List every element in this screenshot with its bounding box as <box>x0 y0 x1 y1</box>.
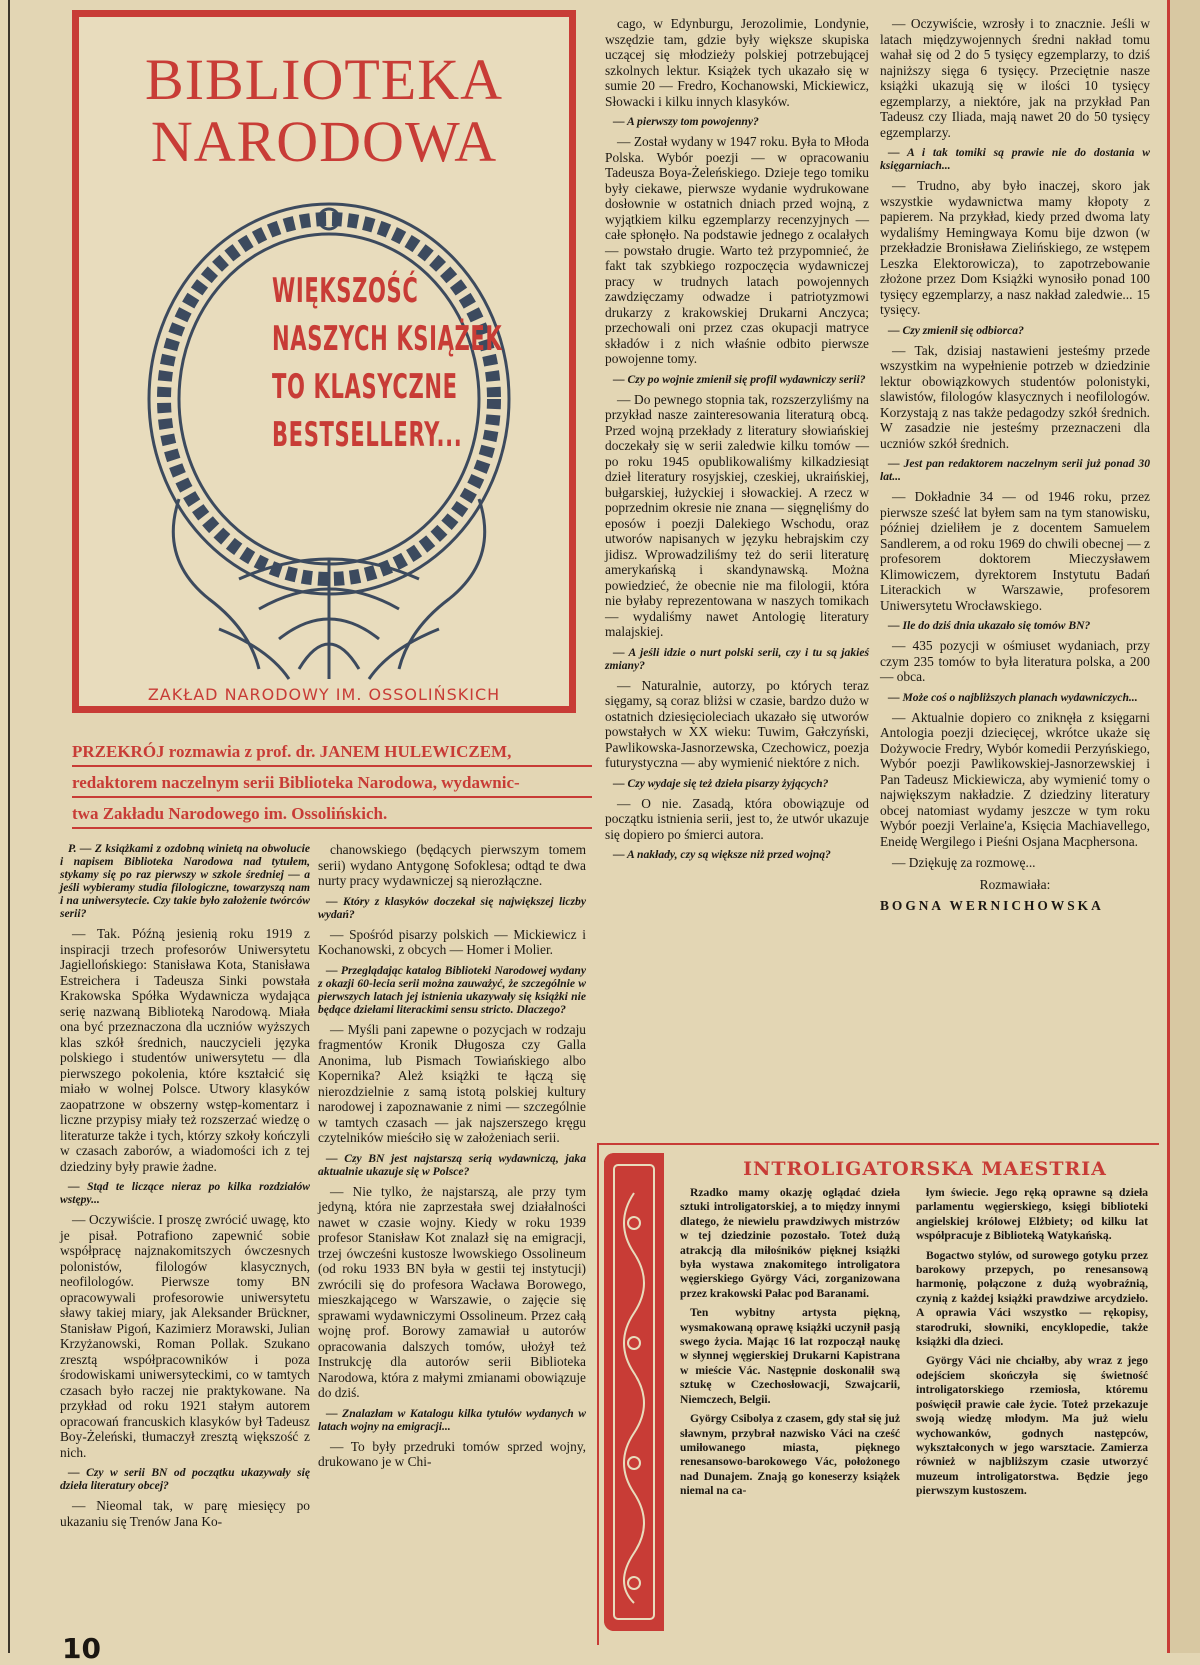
ad-title-line2: NARODOWA <box>150 109 498 174</box>
interview-question: — Czy w serii BN od początku ukazywały się dzieła literatury obcej? <box>60 1466 310 1492</box>
interview-answer: — Oczywiście, wzrosły i to znacznie. Jeśli w latach międzywojennych średni nakład tomu wahał się od 2 do 5 tysięcy egzemplarzy, to dziś najniższy sięga 6 tysięcy. Przeciętnie nasze książki ukazują się w ilości 10 tysięcy egzemplarzy, a niektóre, jak na przykład Pan Tadeusz czy Iliada, mają nawet 20 do 50 tysięcy egzemplarzy. <box>880 16 1150 140</box>
ad-slogan-line: WIĘKSZOŚĆ <box>272 271 419 311</box>
interview-question: — Może coś o najbliższych planach wydawniczych... <box>888 690 1138 704</box>
interview-answer: — Spośród pisarzy polskich — Mickiewicz i Kochanowski, z obcych — Homer i Molier. <box>318 926 586 957</box>
interview-question: — A pierwszy tom powojenny? <box>613 115 759 128</box>
page-margin-right <box>1170 0 1200 1653</box>
interview-answer: — O nie. Zasadą, która obowiązuje od początku istnienia serii, jest to, że utwór ukazuje się dopiero po śmierci autora. <box>605 795 869 842</box>
article-column-1 <box>60 842 310 1535</box>
box-paragraph: György Csibolya z czasem, gdy stał się już sławnym, przybrał nazwisko Váci na cześć umiłowanego miasta, pięknego renesansowo-barokowego Vác, położonego nad Dunajem. Znają go koneserzy książek niemal na ca- <box>680 1412 900 1498</box>
interview-answer: — Nie tylko, że najstarszą, ale przy tym jedyną, która nie zaprzestała swej działalności nawet w czasie wojny. Kiedy w roku 1939 profesor Stanisław Kot znalazł się na emigracji, trzej ówcześni kustosze lwowskiego Ossolineum (od roku 1933 BN była w gestii tej instytucji) zwrócili się do profesora Wacława Borowego, mieszkającego w Warszawie, o zajęcie się sprawami wydawniczymi Ossolineum. Przez całą wojnę prof. Borowy zamawiał u autorów opracowania dalszych tomów, ułożył też Instrukcję dla autorów serii Biblioteka Narodowa, która z małymi zmianami obowiązuje do dziś. <box>318 1183 586 1400</box>
box-paragraph: łym świecie. Jego ręką oprawne są dzieła parlamentu węgierskiego, księgi biblioteki angielskiej królowej Elżbiety; od kilku lat współpracuje z Biblioteką Watykańską. <box>916 1186 1148 1243</box>
interview-answer: — Trudno, aby było inaczej, skoro jak wszystkie wydawnictwa mamy kłopoty z papierem. Na przykład, kiedy przed dwoma laty wydaliśmy Hemingwaya Komu bije dzwon (w przekładzie Bronisława Zielińskiego, ze wstępem Leszka Elektorowicza), to zapotrzebowanie złożone przez Dom Książki wynosiło ponad 100 tysięcy egzemplarzy, a nasz nakład zaledwie... 15 tysięcy. <box>880 178 1150 317</box>
interview-question: — Znalazłam w Katalogu kilka tytułów wydanych w latach wojny na emigracji... <box>318 1406 586 1433</box>
interview-question: P. — Z książkami z ozdobną winietą na obwolucie i napisem Biblioteka Narodowa nad tytułem, stykamy się po raz pierwszy w szkole średniej — a jeśli wybieramy studia filologiczne, towarzyszą nam i na uniwersytecie. Czy takie było założenie twórców serii? <box>60 842 310 920</box>
ad-biblioteka-narodowa <box>72 10 576 713</box>
interview-question: — Stąd te liczące nieraz po kilka rozdziałów wstępy... <box>60 1180 310 1206</box>
interview-answer: — Nieomal tak, w parę miesięcy po ukazaniu się Trenów Jana Ko- <box>60 1498 310 1529</box>
intro-line: PRZEKRÓJ rozmawia z prof. dr. JANEM HULEWICZEM, <box>72 740 592 767</box>
interview-question: — A nakłady, czy są większe niż przed wojną? <box>613 848 831 861</box>
ad-slogan-line: TO KLASYCZNE <box>272 367 458 407</box>
interview-question: — Przeglądając katalog Biblioteki Narodowej wydany z okazji 60-lecia serii można zauważyć, że szczególnie w pierwszych latach jej istnienia ukazywały się książki nie będące dziełami literackimi sensu stricto. Dlaczego? <box>318 963 586 1016</box>
interview-answer: — Naturalnie, autorzy, po których teraz sięgamy, są coraz bliżsi w czasie, bardzo dużo w ostatnich dziesięcioleciach ukazało się utworów powstałych w XX wieku: Tuwim, Gałczyński, Pawlikowska-Jasnorzewska, Czechowicz, poezja futurystyczna — aby wymienić niektóre z nich. <box>605 677 869 770</box>
signature-label: Rozmawiała: <box>979 876 1051 892</box>
article-column-3 <box>605 16 869 867</box>
page-edge-line <box>8 0 10 1653</box>
interview-answer: — Oczywiście. I proszę zwrócić uwagę, kto je pisał. Potrafiono zapewnić sobie współpracę najznakomitszych ówczesnych polonistów, filologów klasycznych, neofilologów. Pierwsze tomy BN opracowywali profesorowie uniwersytetu sławy takiej miary, jak Aleksander Brückner, Stanisław Pigoń, Kazimierz Morawski, Julian Krzyżanowski, Roman Pollak. Szukano zresztą współpracowników i poza środowiskami uniwersyteckimi, co w tamtych czasach było raczej nie praktykowane. Na przykład od roku 1921 stałym autorem opracowań francuskich klasyków był Tadeusz Boy-Żeleński, tłumaczył zresztą większość z nich. <box>60 1212 310 1460</box>
box-column-1 <box>680 1186 900 1504</box>
box-paragraph: Bogactwo stylów, od surowego gotyku przez barokowy przepych, po renesansową harmonię, połączone z dużą wyobraźnią, czynią z każdej książki prawdziwe arcydzieło. A oprawia Váci wszystko — rękopisy, starodruki, słowniki, encyklopedie, także książki dla dzieci. <box>916 1248 1148 1349</box>
interview-answer: — To były przedruki tomów sprzed wojny, drukowano je w Chi- <box>318 1438 586 1469</box>
ad-title-line1: BIBLIOTEKA <box>145 47 503 112</box>
interview-answer: — 435 pozycji w ośmiuset wydaniach, przy czym 235 tomów to była literatura polska, a 200 — obca. <box>880 638 1150 684</box>
ad-slogan <box>272 267 503 459</box>
ad-publisher: ZAKŁAD NARODOWY IM. OSSOLIŃSKICH <box>147 685 501 704</box>
article-column-2 <box>318 842 586 1476</box>
interview-answer: — Dokładnie 34 — od 1946 roku, przez pierwsze sześć lat byłem sam na tym stanowisku, później dzieliłem je z docentem Samuelem Sandlerem, a od roku 1969 do chwili obecnej — z profesorem doktorem Mieczysławem Klimowiczem, dyrektorem Instytutu Badań Literackich w Warszawie, profesorem Uniwersytetu Wrocławskiego. <box>880 489 1150 613</box>
interview-answer: — Aktualnie dopiero co zniknęła z księgarni Antologia poezji dziecięcej, wkrótce ukaże się Dożywocie Fredry, Wybór komedii Perzyńskiego, Wybór poezji Pawlikowskiej-Jasnorzewskiej i Pan Tadeusz Mickiewicza, aby wymienić tomy o największym nakładzie. Z dziedziny literatury obcej natomiast wydamy jeszcze w tym roku Wybór poezji Verlaine'a, Księcia Machiavellego, Eneidę Wergilego i Pieśni Osjana Macphersona. <box>880 709 1150 849</box>
interview-question: — A jeśli idzie o nurt polski serii, czy i tu są jakieś zmiany? <box>605 645 869 672</box>
interview-answer: — Został wydany w 1947 roku. Była to Młoda Polska. Wybór poezji — w opracowaniu Tadeusza Boya-Żeleńskiego. Dzieje tego tomiku były ciekawe, pierwsze wydanie wydrukowane dosłownie w ostatnich dniach przed wojną, z wyjątkiem kilku egzemplarzy recenzyjnych — całe spłonęło. Na podstawie jednego z ocalałych — powstało drugie. Warto też przypomnieć, że fakt tak szybkiego rozpoczęcia wydawniczej pracy w trudnych latach powojennych zawdzięczamy odwadze i patriotyzmowi drukarzy z krakowskiej Drukarni Anczyca; przechowali oni przez czas okupacji matryce składów i z nich właśnie odbito pierwsze powojenne tomy. <box>605 134 869 366</box>
interview-answer: — Tak. Późną jesienią roku 1919 z inspiracji trzech profesorów Uniwersytetu Jagiellońskiego: Stanisława Kota, Stanisława Estreichera i Tadeusza Sinki powstała Krakowska Spółka Wydawnicza wydająca serię nazwaną Biblioteką Narodową. Miała ona być przeznaczona dla uczniów wyższych klas szkół średnich, nauczycieli języka polskiego i studentów uniwersytetu — dla pierwszego pokolenia, które kształcić się miało w wolnej Polsce. Utwory klasyków zaopatrzone w obszerny wstęp-komentarz i liczne przypisy miały też rozszerzać wiedzę o literaturze także i tych, którzy szkoły kończyli w czasach zaborów, a wiadomości ich z tej dziedziny były prawie żadne. <box>60 926 310 1174</box>
book-spine-icon <box>604 1153 664 1631</box>
interview-question: — A i tak tomiki są prawie nie do dostania w księgarniach... <box>880 146 1150 172</box>
box-paragraph: Rzadko mamy okazję oglądać dzieła sztuki introligatorskiej, a to między innymi dlatego, że niewielu prawdziwych mistrzów w tej dziedzinie pozostało. Toteż dużą atrakcją dla miłośników pięknej książki była wystawa znakomitego introligatora węgierskiego György Váci, zorganizowana przez krakowski Pałac pod Baranami. <box>680 1186 900 1300</box>
interview-question: — Czy zmienił się odbiorca? <box>888 323 1024 337</box>
article-intro <box>72 740 592 833</box>
interview-answer: — Dziękuję za rozmowę... <box>892 855 1036 870</box>
interview-question: — Ile do dziś dnia ukazało się tomów BN? <box>888 619 1091 632</box>
interview-answer: — Do pewnego stopnia tak, rozszerzyliśmy na przykład nasze zainteresowania literaturą obcą. Przed wojną przekłady z literatury słowiańskiej doczekały się w serii zaledwie kilku tomów — po roku 1945 opublikowaliśmy kilkadziesiąt dzieł literatury rosyjskiej, czeskiej, ukraińskiej, bułgarskiej, łużyckiej i słowackiej. A rzecz w poprzednim okresie nie znana — sięgnęliśmy do eposów i poezji Dalekiego Wschodu, oraz utworów napisanych w języku hebrajskim czy jidisz. Wprowadziliśmy też do serii literaturę amerykańską i skandynawską. Można powiedzieć, że obecnie nie ma filologii, która nie byłaby reprezentowana w naszych tomikach — wydaliśmy nawet Antologię literatury malajskiej. <box>605 391 869 639</box>
interview-question: — Czy wydaje się też dzieła pisarzy żyjących? <box>613 776 829 790</box>
interview-answer: — Myśli pani zapewne o pozycjach w rodzaju fragmentów Kronik Długosza czy Galla Anonima, lub Pismach Towiańskiego albo Kopernika? Ależ książki te łączą się nierozdzielnie z samą istotą polskiej kultury narodowej i zapoznawanie z nimi — szczególnie w tamtych czasach — jak najszerszego kręgu czytelników mieściło się w założeniach serii. <box>318 1021 586 1145</box>
page-number: 10 <box>62 1632 101 1665</box>
interview-question: — Który z klasyków doczekał się największej liczby wydań? <box>318 894 586 921</box>
box-title: INTROLIGATORSKA MAESTRIA <box>743 1158 1107 1180</box>
intro-line: redaktorem naczelnym serii Biblioteka Narodowa, wydawnic- <box>72 771 592 798</box>
box-paragraph: György Váci nie chciałby, aby wraz z jego odejściem skończyła się świetność introligatorskiego rzemiosła, któremu poświęcił prawie całe życie. Toteż przekazuje swoją wiedzę młodym. Ma już wielu wychowanków, godnych następców, wykształconych w jego warsztacie. Zamierza również w najbliższym czasie utworzyć muzeum introligatorstwa. Będzie jego pierwszym kustoszem. <box>916 1354 1148 1498</box>
interview-question: — Jest pan redaktorem naczelnym serii już ponad 30 lat... <box>880 457 1150 483</box>
interview-answer: cago, w Edynburgu, Jerozolimie, Londynie, wszędzie tam, gdzie były większe skupiska uczącej się młodzieży polskiej potrzebującej szkolnych lektur. Książek tych ukazało się w sumie 20 — Fredro, Kochanowski, Mickiewicz, Słowacki i kilku innych klasyków. <box>605 16 869 109</box>
interview-answer: chanowskiego (będących pierwszym tomem serii) wydano Antygonę Sofoklesa; odtąd te dwa nurty pracy wydawniczej są nierozłączne. <box>318 842 586 888</box>
author-signature: BOGNA WERNICHOWSKA <box>880 898 1104 913</box>
box-column-2 <box>916 1186 1148 1504</box>
interview-question: — Czy po wojnie zmienił się profil wydawniczy serii? <box>613 372 866 386</box>
ad-slogan-line: NASZYCH KSIĄŻEK <box>272 319 503 359</box>
interview-question: — Czy BN jest najstarszą serią wydawniczą, jaka aktualnie ukazuje się w Polsce? <box>318 1151 586 1178</box>
article-column-4 <box>880 16 1150 920</box>
ad-slogan-line: BESTSELLERY... <box>272 415 463 455</box>
intro-line: twa Zakładu Narodowego im. Ossolińskich. <box>72 802 592 829</box>
page-border-red <box>1167 0 1170 1653</box>
interview-answer: — Tak, dzisiaj nastawieni jesteśmy przede wszystkim na wypełnienie potrzeb w dziedzinie lektur obowiązkowych studentów polonistyki, slawistów, filologów klasycznych i neofilologów. Korzystają z nas także pedagodzy szkół średnich. W zasadzie nie jesteśmy przeznaczeni dla uczniów szkół średnich. <box>880 342 1150 451</box>
ad-title <box>79 49 569 173</box>
box-paragraph: Ten wybitny artysta piękną, wysmakowaną oprawę książki uczynił pasją swego życia. Mając 16 lat rozpoczął naukę w słynnej węgierskiej Drukarni Kapistrana w mieście Vác. Następnie doskonalił swą sztukę w Czechosłowacji, Szwajcarii, Niemczech, Belgii. <box>680 1306 900 1406</box>
